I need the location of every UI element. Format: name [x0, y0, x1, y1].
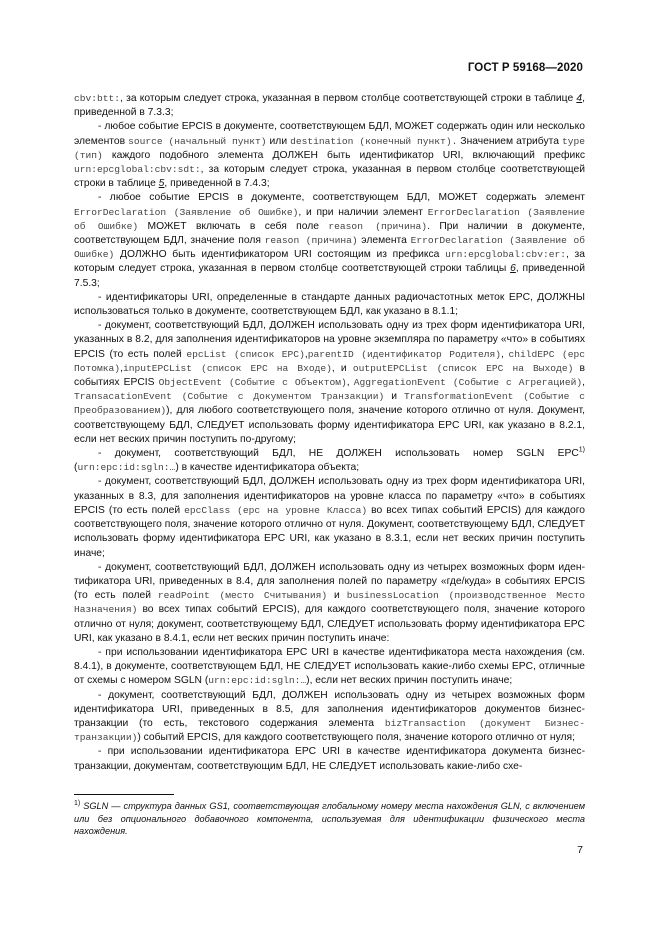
- code-text: urn:epc:id:sgln:…: [208, 675, 307, 687]
- table-ref-link[interactable]: 6: [510, 263, 516, 275]
- table-ref-link[interactable]: 5: [158, 178, 165, 190]
- code-text: ErrorDeclaration (Заявление об Ошибке): [74, 206, 299, 218]
- text-run: , приведенной в 7.4.3;: [164, 178, 270, 190]
- code-text: source (начальный пункт): [128, 135, 267, 147]
- footnote-divider: [74, 794, 174, 795]
- text-run: элемента: [357, 235, 411, 247]
- paragraph-4: [74, 319, 585, 447]
- code-text: urn:epc:id:sgln:…: [77, 462, 176, 474]
- text-run: . При наличии в документе, соответствующем БДЛ, значение поля: [74, 220, 586, 247]
- code-text: ObjectEvent (Событие с Объектом): [158, 377, 347, 389]
- text-run: ) событий EPCIS, для каждого соответствующего поля, значение которого отлично от нуля;: [137, 732, 575, 744]
- text-run: в событиях EPCIS: [74, 362, 585, 389]
- paragraph-2: [74, 191, 585, 290]
- text-run: ), если нет веских причин поступить иначе;: [306, 675, 513, 687]
- text-run: ,: [304, 348, 308, 360]
- text-run: - документ, соответствующий БДЛ, ДОЛЖЕН использовать одну из трех форм идентификатора URI, указанных в 8.3, для заполнения идентификаторов на уровне класса по параметру «что» в событиях EPCIS (то есть полей: [74, 476, 585, 516]
- text-run: - любое событие EPCIS в документе, соответствующем БДЛ, МОЖЕТ содержать элемент: [98, 192, 585, 204]
- text-run: ,: [582, 377, 586, 389]
- code-text: urn:epcglobal:cbv:sdt:: [74, 164, 201, 176]
- text-run: - документ, соответствующий БДЛ, ДОЛЖЕН использовать одну из четырех возможных форм идентификатора URI, приведенных в 8.4, для заполнения полей по параметру «где/куда» в событиях EPCIS (то есть полей: [74, 561, 585, 602]
- paragraph-5: [74, 447, 585, 475]
- text-run: во всех типах событий EPCIS) для каждого соответствующего поля, значение которого отлично от нуля. Документ, соответствующему БДЛ, СЛЕДУЕТ использовать форму идентификатора EPC URI, как указано в 8.3.1, если нет веских причин поступить иначе;: [74, 504, 585, 559]
- table-ref-link[interactable]: 4: [576, 93, 583, 104]
- paragraph-9: [74, 689, 585, 746]
- text-run: , за которым следует строка, указанная в первом столбце соответствующей строки в таблице: [120, 93, 577, 104]
- text-run: , и при наличии элемент: [298, 206, 428, 218]
- text-run: , за которым следует строка, указанная в первом столбце соответствующей строки в таблице: [74, 164, 585, 190]
- paragraph-0: [74, 92, 585, 120]
- text-run: или: [266, 135, 291, 147]
- code-text: inputEPCList (список EPC на Входе): [122, 362, 332, 374]
- code-text: bizTransaction (документ Бизнес-транзакции): [74, 717, 585, 744]
- footnote: [74, 800, 585, 838]
- text-run: - при использовании идентификатора EPC URI в качестве идентификатора документа бизнес-транзакции, документам, соответствующим БДЛ, НЕ СЛЕДУЕТ использовать какие-либо схе-: [74, 746, 585, 772]
- text-run: - любое событие EPCIS в документе, соответствующем БДЛ, МОЖЕТ содержать один или несколько элементов: [74, 121, 585, 147]
- text-run: каждого подобного элемента ДОЛЖЕН быть идентификатор URI, включающий префикс: [102, 149, 585, 161]
- code-text: destination (конечный пункт).: [290, 135, 458, 147]
- footnote-ref[interactable]: 1): [578, 446, 585, 454]
- text-run: МОЖЕТ включать в себя поле: [138, 220, 329, 232]
- text-run: ДОЛЖНО быть идентификатором URI состоящим из префикса: [114, 249, 446, 261]
- code-text: epcClass (epc на уровне Класса): [184, 504, 368, 516]
- text-run: ,: [120, 362, 123, 374]
- code-text: cbv:btt:: [74, 93, 121, 104]
- text-run: - документ, соответствующий БДЛ, ДОЛЖЕН использовать одну из трех форм идентификатора URI, указанных в 8.2, для заполнения идентификаторов на уровне экземпляра по параметру «что» в событиях EPCIS (то есть полей: [74, 320, 585, 360]
- code-text: businessLocation (производственное Место Назначения): [74, 590, 586, 616]
- text-run: и: [327, 590, 347, 602]
- paragraph-7: [74, 561, 585, 646]
- text-run: и: [384, 391, 404, 403]
- text-run: , приведенной в 7.3.3;: [74, 93, 585, 119]
- paragraph-8: [74, 646, 585, 689]
- code-text: TransacationEvent (Событие с Документом Транзакции): [74, 391, 385, 403]
- text-run: - при использовании идентификатора EPC URI в качестве идентификатора места нахождения (см. 8.4.1), в документе, соответствующем БДЛ, НЕ СЛЕДУЕТ использовать какие-либо схемы EPC, отличные от схемы с номером SGLN (: [74, 646, 585, 687]
- footnote-number: 1): [74, 799, 81, 807]
- code-text: parentID (идентификатор Родителя): [307, 348, 502, 360]
- text-run: ), для любого соответствующего поля, значение которого отлично от нуля. Документ, соответствующему БДЛ, СЛЕДУЕТ использовать форму идентификатора EPC URI, как указано в 8.2.1, если нет веских причин поступить по-другому;: [74, 405, 585, 445]
- text-run: - идентификаторы URI, определенные в стандарте данных радиочастотных меток EPC, ДОЛЖНЫ использоваться только в документе, соответствующем БДЛ, как указано в 8.1.1;: [74, 291, 585, 318]
- code-text: childEPC (epc Потомка): [74, 348, 585, 374]
- text-run: - документ, соответствующий БДЛ, НЕ ДОЛЖЕН использовать номер SGLN EPC: [98, 448, 579, 460]
- paragraph-1: [74, 120, 585, 191]
- code-text: TransformationEvent (Событие с Преобразованием): [74, 391, 585, 417]
- text-run: - документ, соответствующий БДЛ, ДОЛЖЕН использовать одну из четырех возможных форм идентификатора URI, приведенных в 8.5, для заполнения идентификаторов документов бизнес-транзакции (то есть, текстового содержания элемента: [74, 689, 585, 729]
- text-run: ) в качестве идентификатора объекта;: [175, 462, 360, 474]
- text-run: (: [74, 462, 78, 474]
- code-text: readPoint (место Считывания): [157, 590, 328, 602]
- code-text: reason (причина): [264, 235, 358, 247]
- paragraph-3: [74, 291, 585, 319]
- text-run: , за которым следует строка, указанная в первом столбце соответствующей строки таблицы: [74, 249, 585, 275]
- page-number: 7: [577, 844, 583, 856]
- paragraph-10: [74, 745, 585, 773]
- body-text: [74, 92, 585, 774]
- code-text: AggregationEvent (Событие с Агрегацией): [353, 377, 583, 389]
- code-text: type (тип): [74, 135, 585, 161]
- text-run: Значением атрибута: [457, 135, 562, 147]
- paragraph-6: [74, 475, 585, 560]
- code-text: reason (причина): [328, 220, 428, 232]
- code-text: outputEPCList (список EPC на Выходе): [352, 362, 574, 374]
- text-run: , и: [331, 362, 353, 374]
- text-run: ,: [501, 348, 509, 360]
- code-text: epcList (список EPC): [186, 348, 305, 360]
- code-text: urn:epcglobal:cbv:er:: [445, 249, 566, 261]
- footnote-text: SGLN — структура данных GS1, соответствующая глобальному номеру места нахождения GLN, с включением или без опционального добавочного компонента, используемая для идентификации физического места нахождения.: [74, 801, 585, 836]
- text-run: во всех типах событий EPCIS), для каждого соответствующего поля, значение которого отлично от нуля; документ, соответствующему БДЛ, СЛЕДУЕТ использовать форму идентификатора EPC URI, как указано в 8.4.1, если нет веских причин поступить иначе:: [74, 604, 585, 644]
- standard-designation: ГОСТ Р 59168—2020: [467, 62, 583, 74]
- text-run: ,: [346, 377, 354, 389]
- code-text: ErrorDeclaration (Заявление об Ошибке): [74, 235, 585, 261]
- code-text: ErrorDeclaration (Заявление об Ошибке): [74, 206, 585, 232]
- text-run: , приведенной 7.5.3;: [74, 263, 585, 289]
